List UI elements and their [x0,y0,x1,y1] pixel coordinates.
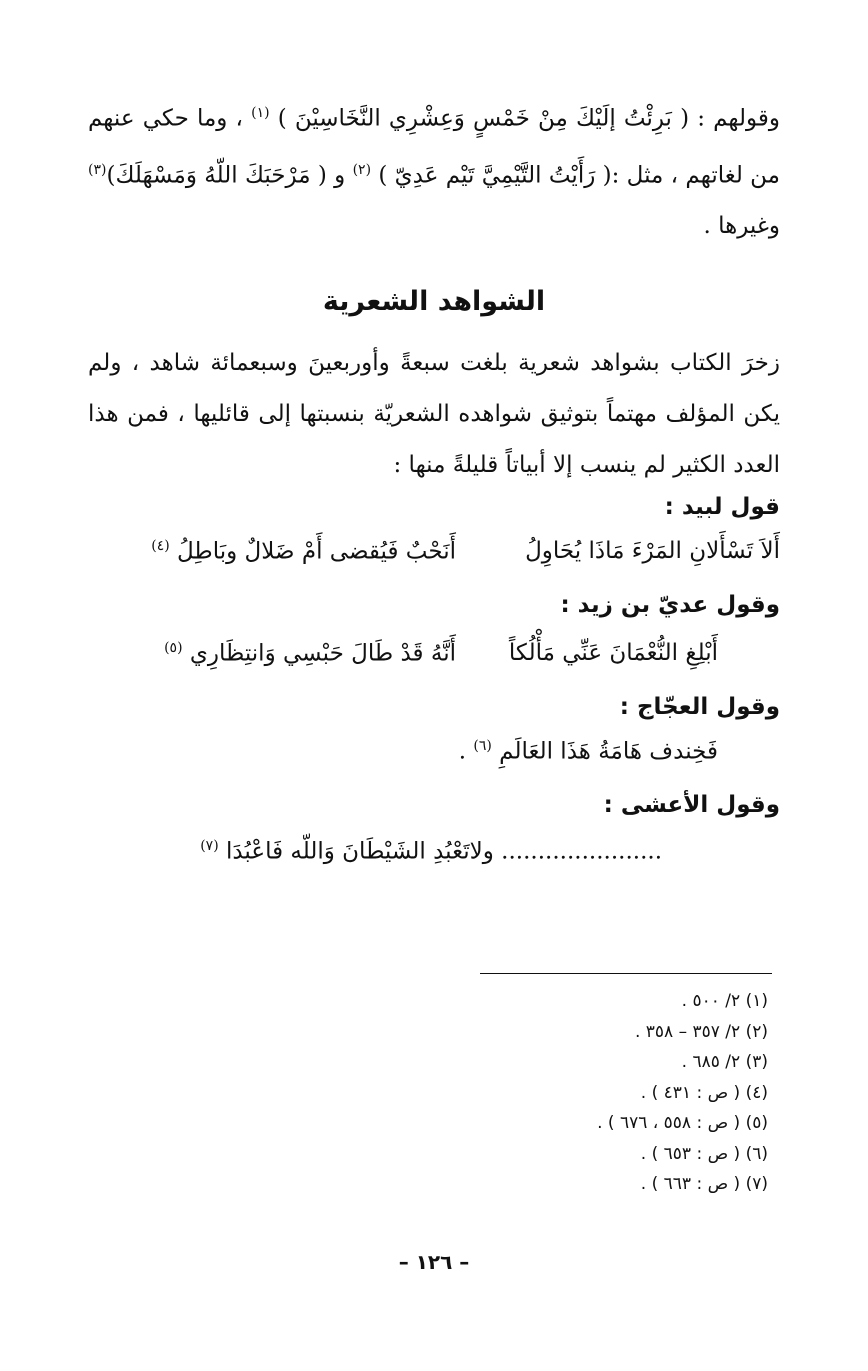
footnote-item: (٣) ٢/ ٦٨٥ . [681,1052,768,1072]
verse-hemistich-second [164,640,456,667]
verse-hemistich-first: أَلاَ تَسْأَلانِ المَرْءَ مَاذَا يُحَاوِلُ [525,538,780,564]
footnote-ref-4: (٤) [151,538,170,554]
verse-text: أَنَحْبٌ فَيُقضى أَمْ ضَلالٌ وبَاطِلُ [177,538,456,565]
verse-text: فَخِندف هَامَةُ هَذَا العَالَمِ [499,738,718,765]
footnote-ref-3: (٣) [88,161,107,178]
footnote-list [448,986,768,1200]
speaker-label: قول لبيد : [664,494,780,520]
verse-end: . [458,738,467,765]
footnote-ref-6: (٦) [473,738,492,754]
footnote-item: (٧) ( ص : ٦٦٣ ) . [640,1174,768,1194]
verse-text: أَنَّهُ قَدْ طَالَ حَبْسِي وَانتِظَارِي [189,640,456,667]
intro-paragraph [88,88,780,252]
footnote-item: (٤) ( ص : ٤٣١ ) . [640,1082,768,1103]
footnote-item: (٢) ٢/ ٣٥٧ – ٣٥٨ . [634,1021,768,1042]
page-number: – ١٢٦ – [398,1250,470,1274]
footnote-ref-5: (٥) [164,640,183,656]
verse-hemistich-second [151,538,456,565]
speaker-label: وقول الأعشى : [603,792,780,818]
verse-line [200,838,662,865]
paragraph-text: وقولهم : ( بَرِئْتُ إلَيْكَ مِنْ خَمْسٍ وَعِشْرِي النَّخَاسِيْنَ ) [277,105,780,132]
speaker-label: وقول العجّاج : [619,694,780,720]
paragraph-text: ، وما حكي عنهم من لغاتهم ، مثل :( رَأَيْتُ التَّيْمِيَّ تَيْم عَدِيّ ) [88,105,780,189]
footnote-item: (٥) ( ص : ٥٥٨ ، ٦٧٦ ) . [597,1113,768,1133]
verse-line [459,738,718,765]
paragraph-text: وغيرها . [703,213,780,240]
verse-ellipsis: ...................... [501,838,662,865]
footnote-item: (١) ٢/ ٥٠٠ . [681,991,768,1011]
footnote-ref-7: (٧) [200,838,219,854]
speaker-label: وقول عديّ بن زيد : [560,592,780,618]
footnote-ref-1: (١) [251,105,270,121]
body-paragraph: زخرَ الكتاب بشواهد شعرية بلغت سبعةً وأوربعينَ وسبعمائة شاهد ، ولم يكن المؤلف مهتماً بتوثيق شواهده الشعريّة بنسبتها إلى قائليها ، فمن هذا العدد الكثير لم ينسب إلا أبياتاً قليلةً منها : [88,350,780,478]
footnote-ref-2: (٢) [352,161,372,178]
paragraph-text: و ( مَرْحَبَكَ اللّهُ وَمَسْهَلَكَ) [106,162,346,189]
footnote-item: (٦) ( ص : ٦٥٣ ) . [640,1143,768,1164]
verse-text: ولاتَعْبُدِ الشَيْطَانَ وَاللّه فَاعْبُدَا [225,838,494,865]
verse-hemistich-first: أَبْلِغِ النُّعْمَانَ عَنِّي مَأْلُكاً [508,640,718,666]
section-heading: الشواهد الشعرية [322,286,546,317]
footnote-separator [480,973,772,974]
